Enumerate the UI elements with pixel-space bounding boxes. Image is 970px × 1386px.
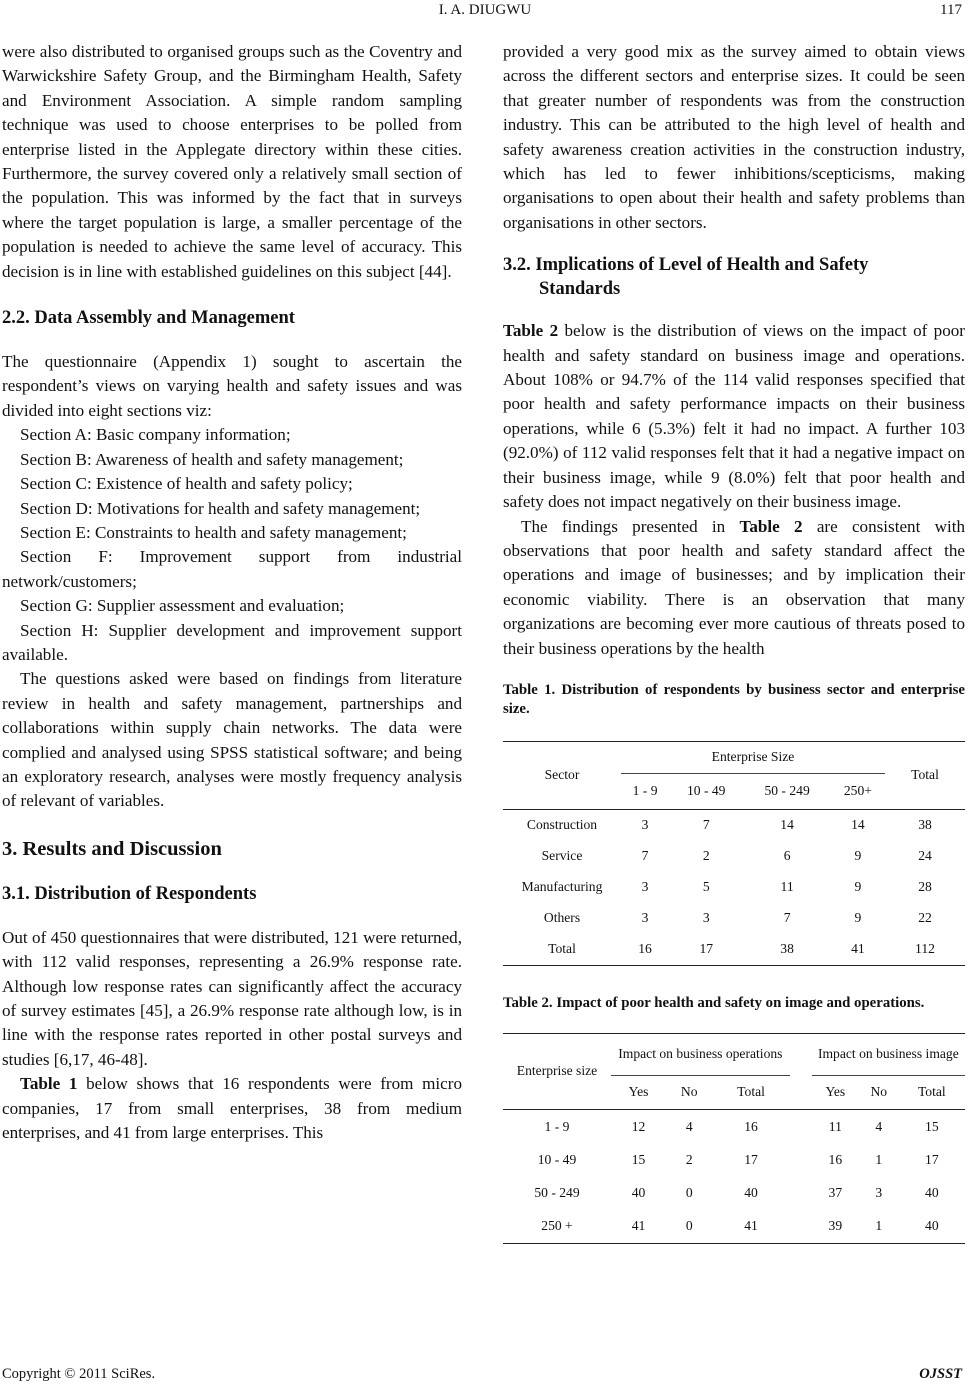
table-header: Total bbox=[885, 741, 965, 809]
table-ref: Table 1 bbox=[20, 1074, 78, 1094]
section-list-item: Section B: Awareness of health and safety management; bbox=[20, 449, 404, 469]
paragraph: provided a very good mix as the survey aimed to obtain views across the different sectors and enterprise sizes. It could be seen that greater number of respondents was from the construction industry. This can be attributed to the high level of health and safety awareness creation activities in the construction industry, which has led to fewer inhibitions/scepticisms, making organisations to open about their health and safety problems than organisations in other sectors. bbox=[503, 42, 965, 232]
table-header: Enterprise size bbox=[503, 1033, 611, 1109]
table-ref: Table 2 bbox=[739, 516, 803, 536]
page-number: 117 bbox=[940, 2, 962, 18]
table-header: No bbox=[680, 1084, 698, 1100]
table-2-caption: Table 2. Impact of poor health and safety on image and operations. bbox=[503, 994, 925, 1011]
table-header: 1 - 9 bbox=[632, 783, 658, 799]
table-header: Yes bbox=[628, 1084, 649, 1100]
right-column bbox=[503, 40, 965, 1244]
table-header: Impact on business operations bbox=[611, 1033, 790, 1075]
table-header: Total bbox=[917, 1084, 946, 1100]
section-list-item: Section A: Basic company information; bbox=[20, 425, 291, 445]
section-list-item: Section H: Supplier development and improvement support available. bbox=[2, 620, 462, 664]
table-header: 50 - 249 bbox=[764, 783, 810, 799]
table-header: Total bbox=[737, 1084, 765, 1100]
table-row: Construction 3 7 14 14 38 bbox=[526, 817, 932, 833]
table-2 bbox=[503, 1033, 965, 1244]
left-column bbox=[2, 40, 462, 1145]
section-heading-2-2: 2.2. Data Assembly and Management bbox=[2, 308, 295, 329]
journal-name: OJSST bbox=[919, 1366, 962, 1382]
table-header: Impact on business image bbox=[812, 1033, 965, 1075]
section-list-item: Section E: Constraints to health and safety management; bbox=[20, 522, 407, 542]
table-row: Total 16 17 38 41 112 bbox=[503, 933, 965, 965]
page-header bbox=[0, 2, 970, 22]
section-heading-3-2: 3.2. Implications of Level of Health and Safety Standards bbox=[503, 255, 869, 300]
table-row: Service 7 2 6 9 24 bbox=[541, 847, 932, 863]
section-list-item: Section D: Motivations for health and safety management; bbox=[20, 498, 421, 518]
paragraph: Table 1 below shows that 16 respondents were from micro companies, 17 from small enterprises, 38 from medium enterprises, and 41 from large enterprises. This bbox=[2, 1074, 462, 1143]
section-list-item: Section C: Existence of health and safety policy; bbox=[20, 474, 353, 494]
table-header: Enterprise Size bbox=[621, 741, 885, 773]
table-row: 250 + 41 0 41 39 1 40 bbox=[503, 1209, 965, 1243]
paragraph: were also distributed to organised groups such as the Coventry and Warwickshire Safety Group, and the Birmingham Health, Safety and Environment Association. A simple random sampling technique was used to choose enterprises to be polled from enterprise listed in the Applegate directory within these cities. Furthermore, the survey covered only a relatively small section of the population. This was informed by the fact that in surveys where the target population is large, a smaller percentage of the population is needed to achieve the same level of accuracy. This decision is in line with established guidelines on this subject [44]. bbox=[2, 42, 462, 281]
paragraph: Table 2 below is the distribution of views on the impact of poor health and safety standard on business image and operations. About 108% or 94.7% of the 114 valid responses specified that poor health and safety performance impacts on their business operations, while 6 (5.3%) felt it had no impact. A further 103 (92.0%) of 112 valid responses felt that it had a negative impact on their business image, while 9 (8.0%) felt that poor health and safety does not impact negatively on their business image. bbox=[503, 321, 966, 512]
section-list-item: Section F: Improvement support from industrial network/customers; bbox=[2, 547, 462, 591]
table-row: Others 3 3 7 9 22 bbox=[543, 909, 932, 925]
paragraph: Out of 450 questionnaires that were distributed, 121 were returned, with 112 valid responses, representing a 26.9% response rate. Although low response rates can significantly affect the accuracy of survey estimates [45], a 26.9% response rate although low, is in line with the response rates reported in other postal surveys and studies [6,17, 46-48]. bbox=[2, 927, 462, 1069]
table-header: Sector bbox=[503, 741, 621, 809]
table-header: 250+ bbox=[843, 783, 872, 799]
table-1 bbox=[503, 741, 965, 966]
paragraph: The questionnaire (Appendix 1) sought to ascertain the respondent’s views on varying health and safety issues and was divided into eight sections viz: bbox=[2, 352, 462, 420]
table-ref: Table 2 bbox=[503, 321, 559, 341]
table-header: Yes bbox=[825, 1084, 846, 1100]
table-1-caption: Table 1. Distribution of respondents by business sector and enterprise size. bbox=[503, 681, 965, 717]
section-list-item: Section G: Supplier assessment and evaluation; bbox=[20, 596, 345, 616]
table-row: Manufacturing 3 5 11 9 28 bbox=[521, 878, 932, 894]
section-heading-3: 3. Results and Discussion bbox=[2, 837, 222, 860]
section-heading-3-1: 3.1. Distribution of Respondents bbox=[2, 883, 257, 904]
table-header: No bbox=[870, 1084, 888, 1100]
running-head-author: I. A. DIUGWU bbox=[438, 2, 532, 18]
table-row: 1 - 9 12 4 16 11 4 15 bbox=[544, 1118, 939, 1134]
paragraph: The questions asked were based on findings from literature review in health and safety management, partnerships and collaborations within supply chain networks. The data were complied and analysed using SPSS statistical software; and being an exploratory research, analyses were mostly frequency analysis of relevant of variables. bbox=[2, 669, 462, 811]
copyright-notice: Copyright © 2011 SciRes. bbox=[2, 1366, 156, 1382]
table-header: 10 - 49 bbox=[686, 783, 726, 799]
table-row: 10 - 49 15 2 17 16 1 17 bbox=[537, 1151, 939, 1167]
table-row: 50 - 249 40 0 40 37 3 40 bbox=[534, 1184, 939, 1200]
paragraph: The findings presented in Table 2 are consistent with observations that poor health and safety standard affect the operations and image of businesses; and by implication their economic viability. There is an observation that many organizations are becoming ever more cautious of threats posed to their business operations by the health bbox=[503, 516, 965, 658]
